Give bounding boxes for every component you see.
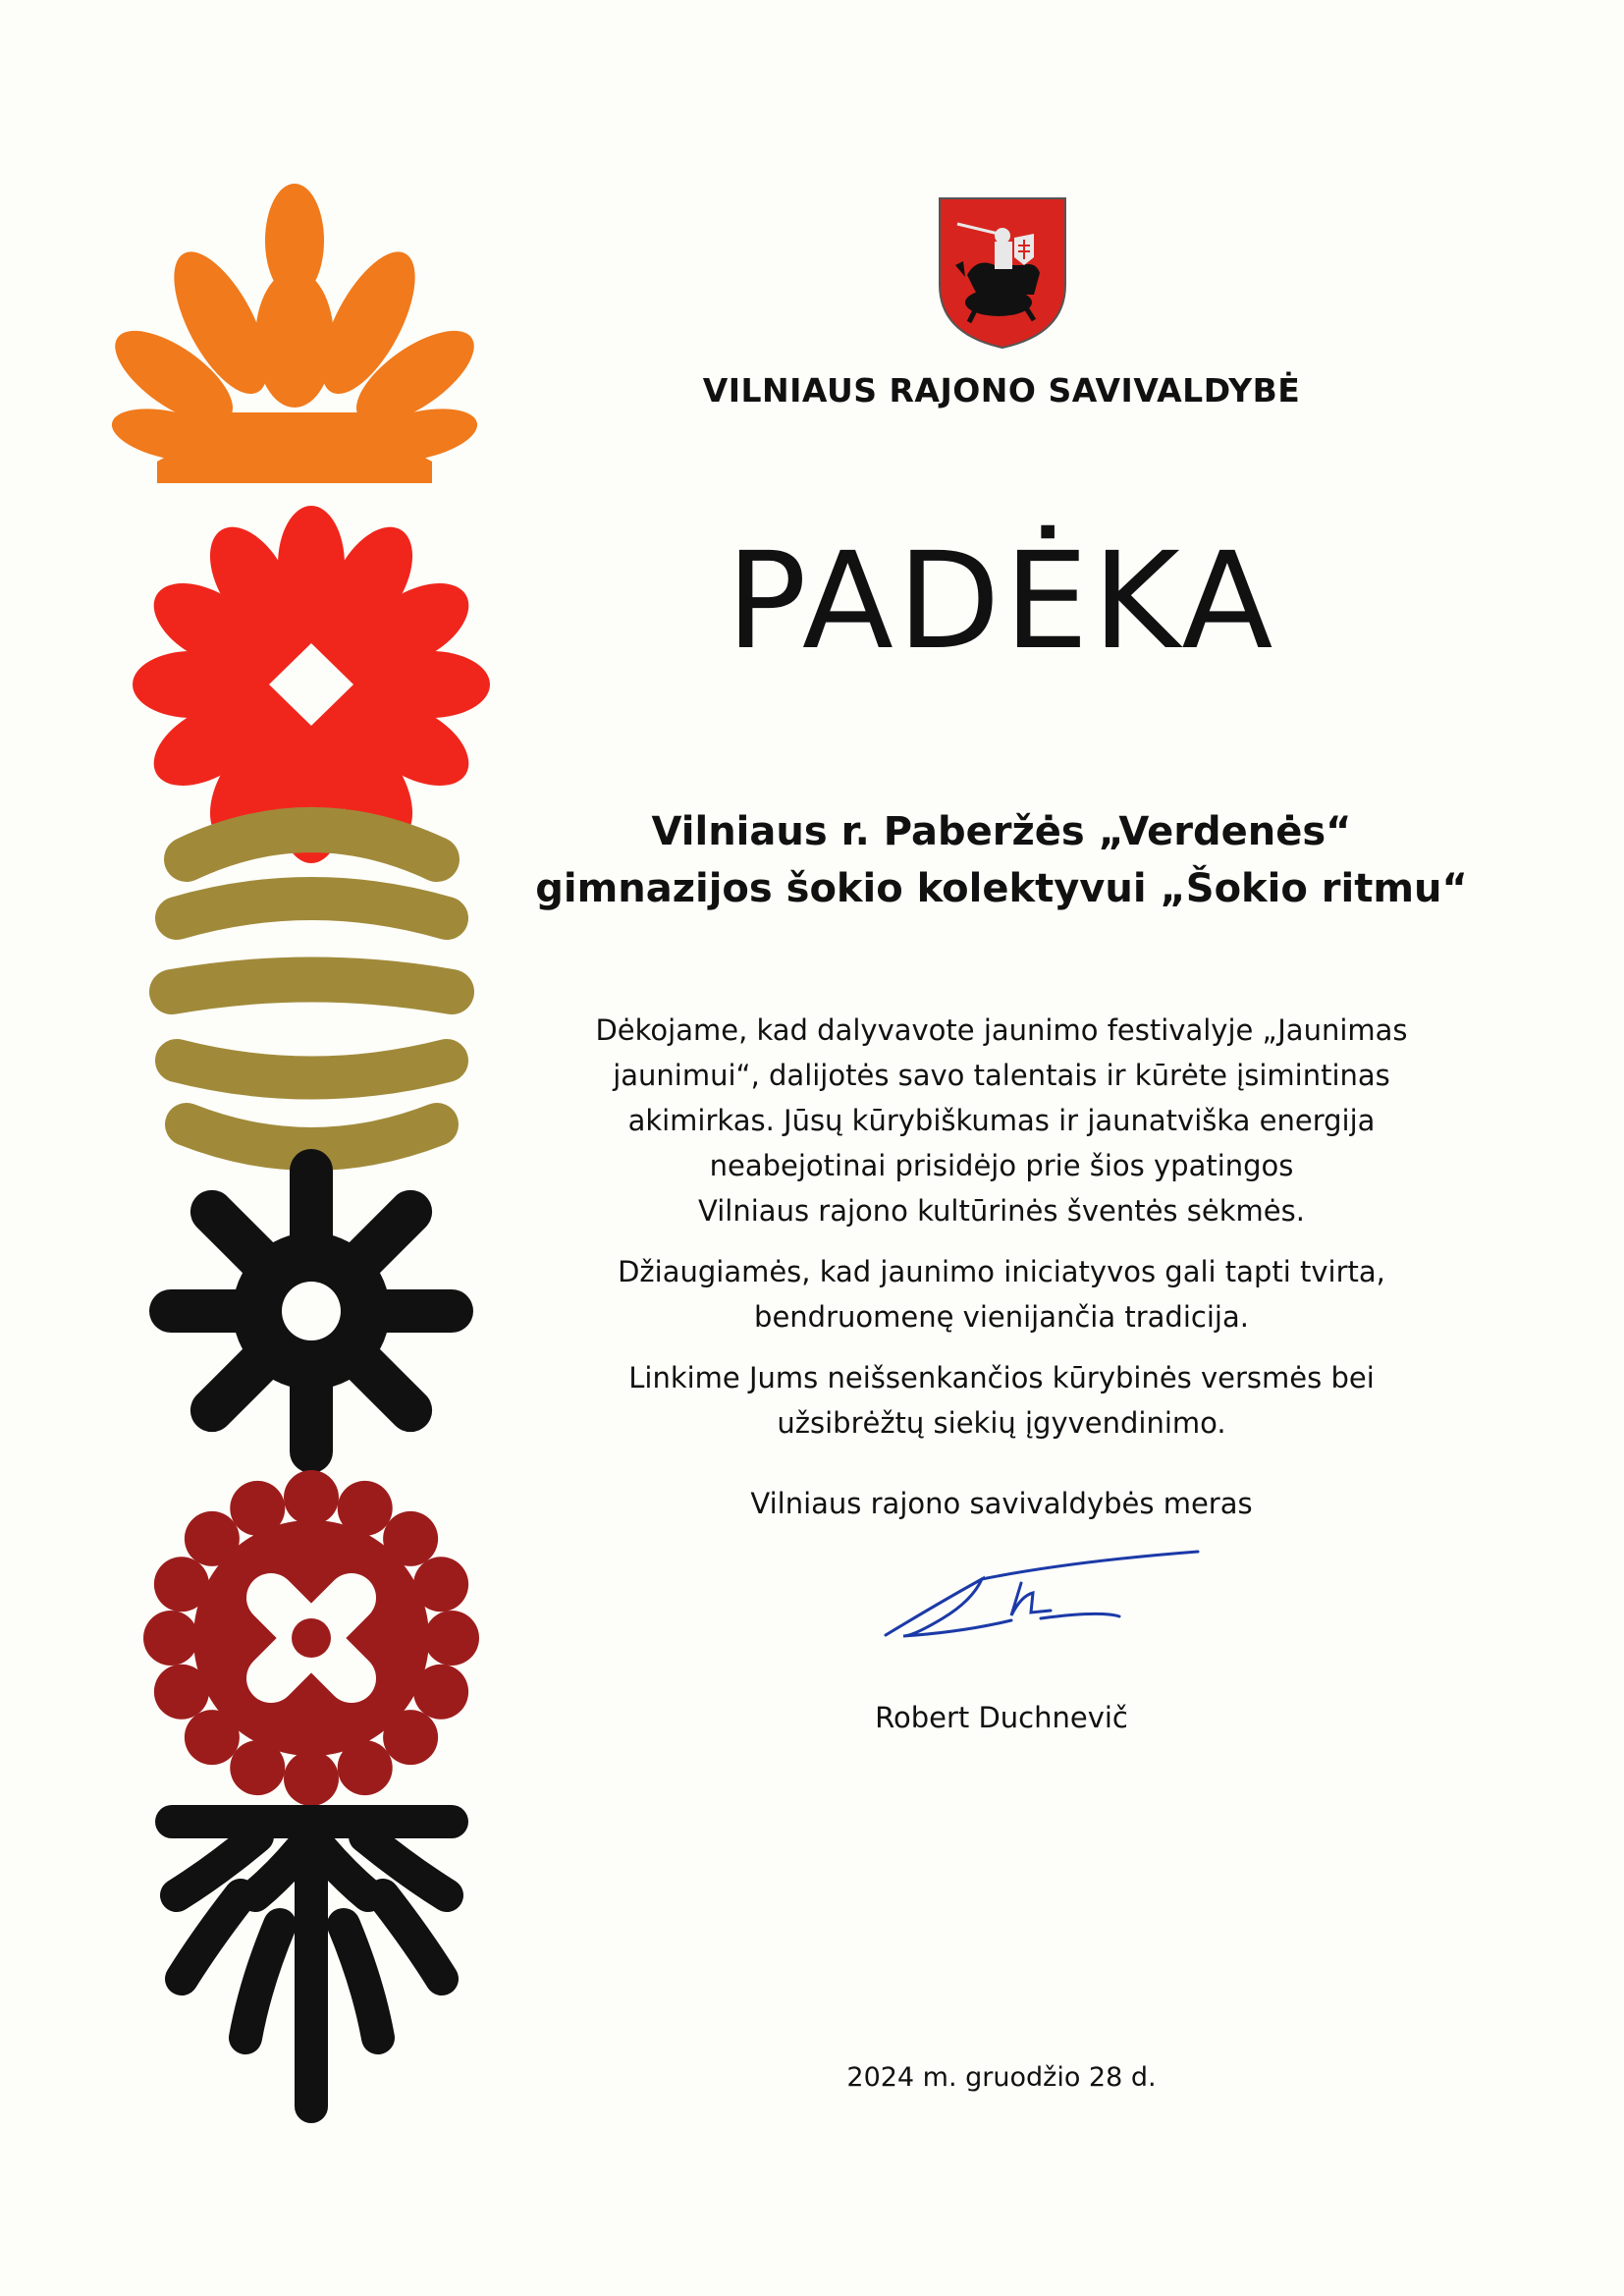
signatory-title: Vilniaus rajono savivaldybės meras	[750, 1487, 1253, 1520]
signatory-name: Robert Duchnevič	[875, 1701, 1128, 1734]
body-line: akimirkas. Jūsų kūrybiškumas ir jaunatviška energija	[627, 1104, 1376, 1137]
orange-sun-ornament	[101, 184, 489, 483]
document-date: 2024 m. gruodžio 28 d.	[846, 2062, 1157, 2093]
body-line: užsibrėžtų siekių įgyvendinimo.	[777, 1406, 1226, 1440]
recipient-line: gimnazijos šokio kolektyvui „Šokio ritmu“	[535, 866, 1468, 911]
document-title: PADĖKA	[726, 524, 1277, 680]
body-line: Džiaugiamės, kad jaunimo iniciatyvos gali tapti tvirta,	[618, 1255, 1385, 1288]
black-tree-ornament	[172, 1822, 452, 2106]
recipient-line: Vilniaus r. Paberžės „Verdenės“	[651, 809, 1352, 854]
body-line: Vilniaus rajono kultūrinės šventės sėkmės.	[698, 1194, 1305, 1228]
folk-ornament-column	[0, 0, 491, 2296]
body-line: neabejotinai prisidėjo prie šios ypatingos	[709, 1149, 1294, 1182]
municipality-name: VILNIAUS RAJONO SAVIVALDYBĖ	[702, 371, 1301, 410]
body-text	[511, 992, 1492, 1461]
dark-red-flower-ornament	[143, 1470, 479, 1806]
body-line: Linkime Jums neišsenkančios kūrybinės versmės bei	[628, 1361, 1375, 1394]
olive-wave-ornament	[172, 830, 452, 1149]
coat-of-arms-icon	[938, 196, 1067, 350]
handwritten-signature	[874, 1542, 1208, 1660]
body-line: jaunimui“, dalijotės savo talentais ir kūrėte įsimintinas	[613, 1059, 1390, 1092]
body-line: Dėkojame, kad dalyvavote jaunimo festivalyje „Jaunimas	[595, 1013, 1408, 1047]
body-line: bendruomenę vienijančia tradicija.	[754, 1300, 1249, 1334]
recipient-block	[511, 803, 1492, 917]
black-flower-ornament	[149, 1149, 473, 1473]
